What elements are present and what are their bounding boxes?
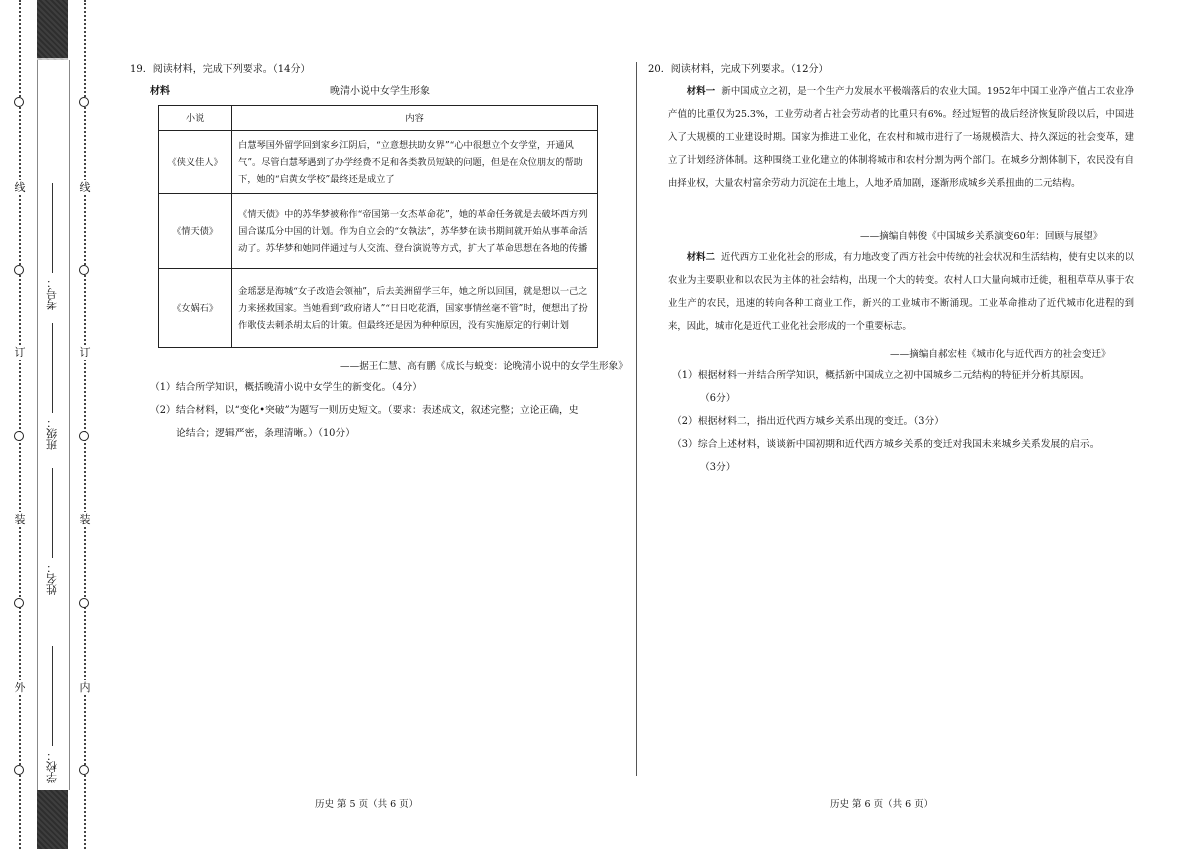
binding-hole bbox=[14, 765, 24, 775]
table-row bbox=[159, 131, 598, 194]
outer-mark: 订 bbox=[14, 346, 26, 359]
inner-dotted-line bbox=[84, 0, 86, 849]
name-field[interactable] bbox=[38, 445, 67, 595]
name-label: 姓名： bbox=[45, 562, 59, 595]
table-title: 晚清小说中女学生形象 bbox=[330, 86, 430, 97]
subquestion-20-3-cont: （3分） bbox=[700, 462, 736, 473]
inner-mark: 线 bbox=[79, 181, 91, 194]
material-1-text: 新中国成立之初，是一个生产力发展水平极端落后的农业大国。1952年中国工业净产值占工农业净产值的比重仅为25.3%，工业劳动者占社会劳动者的比重只有6%。经过短暂的战后经济恢复阶段以后，中国进入了大规模的工业建设时期。国家为推进工业化，在农村和城市进行了一场规模浩大、持久深远的社会变革，建立了计划经济体制。这种围绕工业化建立的体制将城市和农村分割为两个部门。在城乡分割体制下，农民没有自由择业权，大量农村富余劳动力沉淀在土地上，人地矛盾加剧，逐渐形成城乡关系扭曲的二元结构。 bbox=[668, 86, 1134, 189]
material-1-source: ——摘编自韩俊《中国城乡关系演变60年：回顾与展望》 bbox=[860, 231, 1103, 242]
material-label: 材料 bbox=[150, 86, 170, 97]
subquestion-19-2: （2）结合材料，以“变化•突破”为题写一则历史短文。（要求：表述成文，叙述完整；立论正确，史 bbox=[150, 405, 579, 416]
outer-dotted-line bbox=[19, 0, 21, 849]
material-2-label: 材料二 bbox=[686, 252, 715, 263]
school-field[interactable] bbox=[38, 598, 67, 783]
binding-hole bbox=[14, 431, 24, 441]
binding-dark-top bbox=[37, 0, 68, 58]
material-1 bbox=[668, 80, 1134, 195]
binding-hole bbox=[79, 265, 89, 275]
subquestion-20-1: （1）根据材料一并结合所学知识，概括新中国成立之初中国城乡二元结构的特征并分析其原因。 bbox=[672, 370, 1090, 381]
class-field[interactable] bbox=[38, 300, 67, 450]
outer-mark: 线 bbox=[14, 181, 26, 194]
novels-table bbox=[158, 105, 598, 348]
school-label: 学校： bbox=[45, 750, 59, 783]
novel-name: 《情天债》 bbox=[159, 194, 232, 269]
material-1-label: 材料一 bbox=[686, 86, 716, 97]
novel-content: 《情天债》中的苏华梦被称作“帝国第一女杰革命花”，她的革命任务就是去破坏西方列国合谋瓜分中国的计划。作为自立会的“女執法”，苏华梦在读书期间就开始从事革命活动了。苏华梦和她同伴通过与人交流、登台演说等方式，扩大了革命思想在各地的传播 bbox=[232, 194, 598, 269]
subquestion-19-2-cont: 论结合；逻辑严密，条理清晰。）（10分） bbox=[176, 428, 356, 439]
inner-mark: 订 bbox=[79, 346, 91, 359]
page-footer: 历史 第 6 页（共 6 页） bbox=[830, 799, 934, 810]
subquestion-20-2: （2）根据材料二，指出近代西方城乡关系出现的变迁。（3分） bbox=[672, 416, 945, 427]
material-2-text: 近代西方工业化社会的形成，有力地改变了西方社会中传统的社会状况和生活结构，使有史以来的以农业为主要职业和以农民为主体的社会结构，出现一个大的转变。农村人口大量向城市迁徙，租租草草从事于农业生产的农民，迅速的转向各种工商业工作，新兴的工业城市不断涌现。工业革命推动了近代城市化进程的到来，因此，城市化是近代工业化社会形成的一个重要标志。 bbox=[668, 252, 1134, 332]
table-row bbox=[159, 269, 598, 348]
question-19-title: 19．阅读材料，完成下列要求。（14分） bbox=[130, 64, 311, 75]
binding-hole bbox=[79, 431, 89, 441]
page-divider bbox=[636, 62, 637, 776]
inner-mark: 内 bbox=[79, 681, 91, 694]
table-header-row bbox=[159, 106, 598, 131]
subquestion-19-1: （1）结合所学知识，概括晚清小说中女学生的新变化。（4分） bbox=[150, 382, 423, 393]
material-2-source: ——摘编自郝宏桂《城市化与近代西方的社会变迁》 bbox=[890, 349, 1111, 360]
novel-content: 金瑶瑟是海城“女子改造会领袖”，后去美洲留学三年，她之所以回国，就是想以一己之力来拯救国家。当她看到“政府诸人”“日日吃花酒，国家事情丝毫不管”时，便想出了扮作歌伎去刺杀胡太后的计策。但最终还是因为种种原因，没有实施原定的行刺计划 bbox=[232, 269, 598, 348]
novel-name: 《女娲石》 bbox=[159, 269, 232, 348]
table-source: ——据王仁慧、高有鹏《成长与蜕变：论晚清小说中的女学生形象》 bbox=[340, 361, 628, 372]
binding-dark-bottom bbox=[37, 788, 68, 849]
novel-content: 白慧琴国外留学回到家乡江阴后，“立意想扶助女界”“心中很想立个女学堂，开通风气”。尽管白慧琴遇到了办学经费不足和各类教员短缺的问题，但是在众位朋友的帮助下，她的“启黄女学校”最终还是成立了 bbox=[232, 131, 598, 194]
binding-hole bbox=[14, 598, 24, 608]
table-header: 内容 bbox=[232, 106, 598, 131]
subquestion-20-3: （3）综合上述材料，谈谈新中国初期和近代西方城乡关系的变迁对我国未来城乡关系发展的启示。 bbox=[672, 439, 1100, 450]
exam-number-label: 考号： bbox=[45, 277, 59, 310]
binding-hole bbox=[14, 265, 24, 275]
table-header: 小说 bbox=[159, 106, 232, 131]
binding-hole bbox=[14, 97, 24, 107]
novel-name: 《侠义佳人》 bbox=[159, 131, 232, 194]
table-row bbox=[159, 194, 598, 269]
question-20-title: 20．阅读材料，完成下列要求。（12分） bbox=[648, 64, 829, 75]
binding-hole bbox=[79, 598, 89, 608]
inner-mark: 装 bbox=[79, 513, 91, 526]
class-label: 班级： bbox=[45, 417, 59, 450]
binding-hole bbox=[79, 97, 89, 107]
outer-mark: 外 bbox=[14, 681, 26, 694]
binding-hole bbox=[79, 765, 89, 775]
exam-number-field[interactable] bbox=[38, 160, 67, 310]
material-2 bbox=[668, 246, 1134, 338]
page-footer: 历史 第 5 页（共 6 页） bbox=[315, 799, 419, 810]
outer-mark: 装 bbox=[14, 513, 26, 526]
subquestion-20-1-cont: （6分） bbox=[700, 393, 736, 404]
